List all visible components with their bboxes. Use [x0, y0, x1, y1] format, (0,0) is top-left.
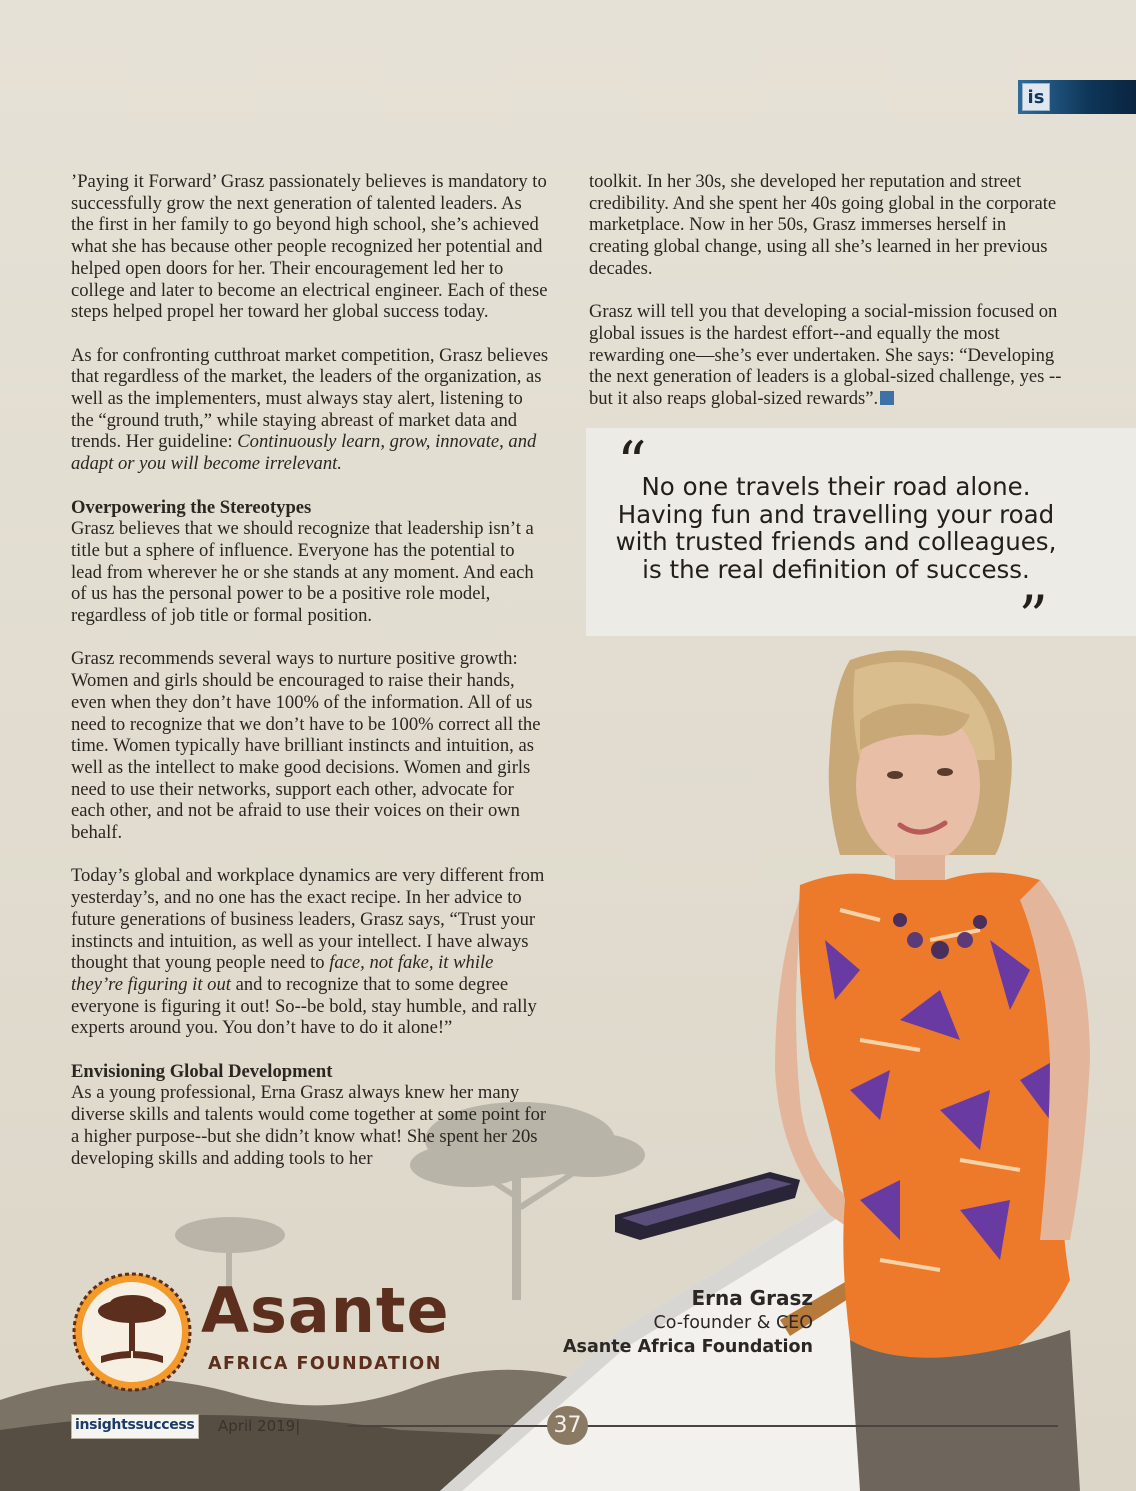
caption-organization: Asante Africa Foundation	[563, 1337, 813, 1357]
paragraph: Grasz recommends several ways to nurture positive growth: Women and girls should be encouraged to raise their hands, even when they don’t have 100% of the information. All of us need to recognize that we don’t have to be 100% correct all the time. Women typically have brilliant instincts and intuition, as well as the intellect to make good decisions. Women and girls need to use their networks, support each other, advocate for each other, and not be afraid to use their voices on their own behalf.	[71, 648, 541, 844]
open-quote-icon: “	[617, 429, 647, 497]
close-quote-icon: ”	[1018, 583, 1048, 651]
pull-quote-line: is the real definition of success.	[642, 554, 1030, 584]
issue-date: April 2019|	[218, 1417, 301, 1435]
pull-quote-text	[586, 473, 1086, 583]
magazine-logo: insightssuccess	[71, 1414, 199, 1439]
asante-subtitle: AFRICA FOUNDATION	[208, 1354, 442, 1374]
article-left-column	[71, 171, 549, 1191]
pull-quote	[586, 428, 1136, 651]
photo-caption	[560, 1285, 813, 1359]
paragraph: toolkit. In her 30s, she developed her reputation and street credibility. And she spent her 40s going global in the corporate marketplace. Now in her 50s, Grasz immerses herself in creating global change, using all she’s learned in her previous decades.	[589, 171, 1057, 279]
footer-divider	[348, 1425, 1058, 1427]
paragraph: Grasz believes that we should recognize that leadership isn’t a title but a sphere of influence. Everyone has the potential to lead from wherever he or she stands at any moment. And each of us has the personal power to be a positive role model, regardless of job title or formal position.	[71, 518, 534, 627]
paragraph: Grasz will tell you that developing a social-mission focused on global issues is the hardest effort--and equally the most rewarding one—she’s ever undertaken. She says: “Developing the next generation of leaders is a global-sized challenge, yes --but it also reaps global-sized rewards”.	[589, 301, 1062, 410]
section-heading: Envisioning Global Development	[71, 1060, 333, 1082]
paragraph: As for confronting cutthroat market competition, Grasz believes that regardless of the market, the leaders of the organization, as well as the implementers, must always stay alert, listening to the “ground truth,” while staying abreast of market data and trends. Her guideline: Continuously learn, grow, innovate, and adapt or you will become irrelevant.	[71, 344, 549, 475]
page-number: 37	[547, 1406, 588, 1445]
caption-name: Erna Grasz	[691, 1286, 813, 1310]
paragraph: Today’s global and workplace dynamics are very different from yesterday’s, and no one has the exact recipe. In her advice to future generations of business leaders, Grasz says, “Trust your instincts and intuition, as well as your intellect. I have always thought that young people need to face, not fake, it while they’re figuring it out and to recognize that to some degree everyone is figuring it out! So--be bold, stay humble, and rally experts around you. You don’t have to do it alone!”	[71, 865, 545, 1039]
asante-wordmark: Asante	[201, 1274, 450, 1347]
section-heading: Overpowering the Stereotypes	[71, 496, 312, 518]
paragraph: As a young professional, Erna Grasz always knew her many diverse skills and talents would come together at some point for a higher purpose--but she didn’t know what! She spent her 20s developing skills and adding tools to her	[71, 1082, 547, 1169]
pull-quote-line: Having fun and travelling your road	[617, 499, 1055, 529]
portrait-photo	[600, 640, 1136, 1491]
pull-quote-line: No one travels their road alone.	[641, 472, 1031, 501]
paragraph: ’Paying it Forward’ Grasz passionately believes is mandatory to successfully grow the next generation of talented leaders. As the first in her family to go beyond high school, she’s achieved what she has because other people recognized her potential and helped open doors for her. Their encouragement led her to college and later to become an electrical engineer. Each of these steps helped propel her toward her global success today.	[71, 171, 548, 323]
pull-quote-line: with trusted friends and colleagues,	[615, 527, 1057, 556]
caption-role: Co-founder & CEO	[653, 1313, 813, 1333]
asante-emblem-icon	[71, 1271, 193, 1393]
article-right-column	[589, 171, 1067, 431]
insights-success-mini-logo: is	[1022, 83, 1050, 111]
end-of-article-icon	[880, 391, 894, 405]
